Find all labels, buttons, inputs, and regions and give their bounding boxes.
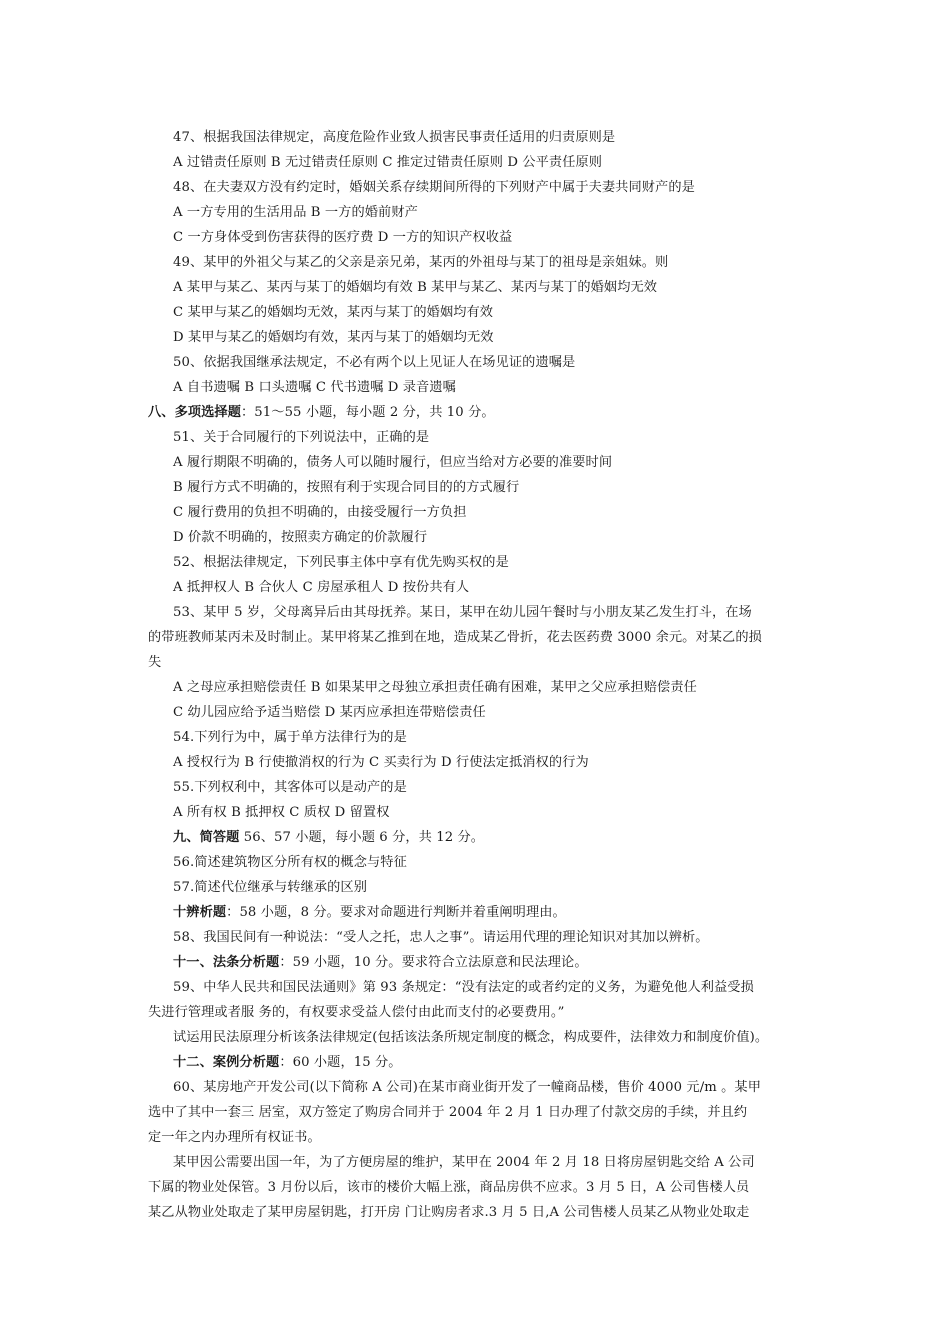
question-48: 48、在夫妻双方没有约定时，婚姻关系存续期间所得的下列财产中属于夫妻共同财产的是 <box>173 180 695 195</box>
section-9-title: 九、简答题 <box>173 830 240 845</box>
question-48-options-ab: A 一方专用的生活用品 B 一方的婚前财产 <box>173 205 418 220</box>
question-60-para2-line-3: 某乙从物业处取走了某甲房屋钥匙，打开房 门让购房者求.3 月 5 日,A 公司售楼人员某乙从物业处取走 <box>148 1205 750 1220</box>
question-47: 47、根据我国法律规定，高度危险作业致人损害民事责任适用的归责原则是 <box>173 130 616 145</box>
section-8-desc: ：51～55 小题，每小题 2 分，共 10 分。 <box>241 405 495 420</box>
question-53-line-3: 失 <box>148 655 162 670</box>
question-60-line-2: 选中了其中一套三 居室，双方签定了购房合同并于 2004 年 2 月 1 日办理了付款交房的手续，并且约 <box>148 1105 748 1120</box>
question-53-line-2: 的带班教师某丙未及时制止。某甲将某乙推到在地，造成某乙骨折，花去医药费 3000 余元。对某乙的损 <box>148 630 762 645</box>
section-10-title: 十辨析题 <box>173 905 227 920</box>
question-51: 51、关于合同履行的下列说法中，正确的是 <box>173 430 430 445</box>
question-53-options-ab: A 之母应承担赔偿责任 B 如果某甲之母独立承担责任确有困难，某甲之父应承担赔偿责任 <box>173 680 697 695</box>
section-10-heading <box>173 903 566 923</box>
question-51-option-d: D 价款不明确的，按照卖方确定的价款履行 <box>173 530 428 545</box>
question-55-options: A 所有权 B 抵押权 C 质权 D 留置权 <box>173 805 390 820</box>
section-9-heading <box>173 828 484 848</box>
question-49: 49、某甲的外祖父与某乙的父亲是亲兄弟，某丙的外祖母与某丁的祖母是亲姐妹。则 <box>173 255 669 270</box>
section-12-heading <box>173 1053 402 1073</box>
question-54: 54.下列行为中，属于单方法律行为的是 <box>173 730 407 745</box>
question-59-line-2: 失进行管理或者服 务的，有权要求受益人偿付由此而支付的必要费用。” <box>148 1005 565 1020</box>
question-54-options: A 授权行为 B 行使撤消权的行为 C 买卖行为 D 行使法定抵消权的行为 <box>173 755 589 770</box>
section-10-desc: ：58 小题，8 分。要求对命题进行判断并着重阐明理由。 <box>226 905 566 920</box>
question-55: 55.下列权利中，其客体可以是动产的是 <box>173 780 407 795</box>
question-49-options-ab: A 某甲与某乙、某丙与某丁的婚姻均有效 B 某甲与某乙、某丙与某丁的婚姻均无效 <box>173 280 658 295</box>
section-11-title: 十一、法条分析题 <box>173 955 280 970</box>
question-53-options-cd: C 幼儿园应给予适当赔偿 D 某丙应承担连带赔偿责任 <box>173 705 486 720</box>
question-56: 56.简述建筑物区分所有权的概念与特征 <box>173 855 407 870</box>
section-12-desc: ：60 小题，15 分。 <box>279 1055 402 1070</box>
section-12-title: 十二、案例分析题 <box>173 1055 280 1070</box>
question-52-options: A 抵押权人 B 合伙人 C 房屋承租人 D 按份共有人 <box>173 580 470 595</box>
question-51-option-a: A 履行期限不明确的，债务人可以随时履行，但应当给对方必要的准要时间 <box>173 455 613 470</box>
question-50: 50、依据我国继承法规定，不必有两个以上见证人在场见证的遗嘱是 <box>173 355 576 370</box>
question-50-options: A 自书遗嘱 B 口头遗嘱 C 代书遗嘱 D 录音遗嘱 <box>173 380 456 395</box>
section-9-desc: 56、57 小题，每小题 6 分，共 12 分。 <box>239 830 485 845</box>
question-60-line-3: 定一年之内办理所有权证书。 <box>148 1130 321 1145</box>
question-57: 57.简述代位继承与转继承的区别 <box>173 880 368 895</box>
question-60-para2-line-2: 下属的物业处保管。3 月份以后，该市的楼价大幅上涨，商品房供不应求。3 月 5 日，A 公司售楼人员 <box>148 1180 750 1195</box>
section-11-heading <box>173 953 588 973</box>
question-52: 52、根据法律规定，下列民事主体中享有优先购买权的是 <box>173 555 509 570</box>
section-8-title: 八、多项选择题 <box>148 405 242 420</box>
question-59-line-1: 59、中华人民共和国民法通则》第 93 条规定：“没有法定的或者约定的义务，为避免他人利益受损 <box>173 980 754 995</box>
question-60-para2-line-1: 某甲因公需要出国一年，为了方便房屋的维护，某甲在 2004 年 2 月 18 日将房屋钥匙交给 A 公司 <box>173 1155 755 1170</box>
question-47-options: A 过错责任原则 B 无过错责任原则 C 推定过错责任原则 D 公平责任原则 <box>173 155 603 170</box>
question-51-option-c: C 履行费用的负担不明确的，由接受履行一方负担 <box>173 505 467 520</box>
question-49-option-c: C 某甲与某乙的婚姻均无效，某丙与某丁的婚姻均有效 <box>173 305 494 320</box>
question-49-option-d: D 某甲与某乙的婚姻均有效，某丙与某丁的婚姻均无效 <box>173 330 494 345</box>
question-48-options-cd: C 一方身体受到伤害获得的医疗费 D 一方的知识产权收益 <box>173 230 513 245</box>
section-11-desc: ：59 小题，10 分。要求符合立法原意和民法理论。 <box>279 955 588 970</box>
question-59-instruction: 试运用民法原理分析该条法律规定(包括该法条所规定制度的概念，构成要件，法律效力和制度价值)。 <box>173 1030 769 1045</box>
question-53-line-1: 53、某甲 5 岁，父母离异后由其母抚养。某日，某甲在幼儿园午餐时与小朋友某乙发生打斗，在场 <box>173 605 752 620</box>
section-8-heading <box>148 403 495 423</box>
question-58: 58、我国民间有一种说法：“受人之托，忠人之事”。请运用代理的理论知识对其加以辨析。 <box>173 930 709 945</box>
question-60-line-1: 60、某房地产开发公司(以下简称 A 公司)在某市商业街开发了一幢商品楼，售价 4000 元/m 。某甲 <box>173 1080 762 1095</box>
question-51-option-b: B 履行方式不明确的，按照有利于实现合同目的的方式履行 <box>173 480 520 495</box>
